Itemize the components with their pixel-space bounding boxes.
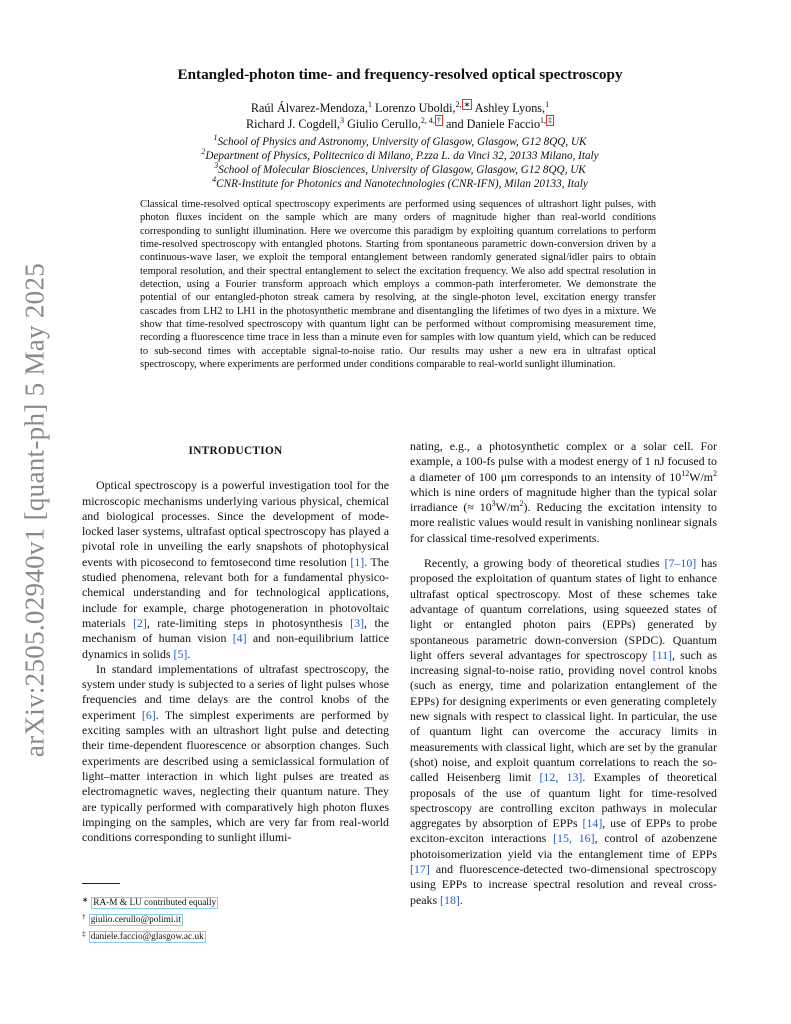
author-affil-sup: 1: [367, 100, 372, 109]
arxiv-identifier-stamp: [12, 262, 58, 758]
citation-link[interactable]: [2]: [133, 615, 147, 630]
email-link-faccio[interactable]: daniele.faccio@glasgow.ac.uk: [90, 932, 204, 942]
author-name: Richard J. Cogdell,: [245, 117, 341, 131]
footnote: ‡ daniele.faccio@glasgow.ac.uk: [82, 929, 204, 942]
author-name: Lorenzo Uboldi,: [375, 101, 456, 115]
author-affil-sup: 1, ‡: [540, 116, 553, 125]
citation-link[interactable]: [18]: [440, 892, 460, 907]
email-link-cerullo[interactable]: giulio.cerullo@polimi.it: [90, 915, 181, 925]
footnote-link-equal-contribution[interactable]: ∗: [463, 100, 471, 109]
author-name: and Daniele Faccio: [445, 117, 541, 131]
footnote-link-cerullo-email[interactable]: †: [436, 116, 441, 125]
affiliations: [100, 135, 700, 191]
section-heading: INTRODUCTION: [188, 445, 283, 457]
author-affil-sup: 2, 4, †: [420, 116, 441, 125]
affiliation-line: $^1$School of Physics and Astronomy, University of Glasgow, Glasgow, G12 8QQ, UK: [213, 133, 587, 148]
footnote-link-faccio-email[interactable]: ‡: [548, 116, 553, 125]
author-name: Giulio Cerullo,: [347, 117, 421, 131]
paper-title: Entangled-photon time- and frequency-resolved optical spectroscopy: [177, 66, 623, 83]
superscript: 2: [713, 468, 717, 478]
citation-link[interactable]: [14]: [582, 816, 603, 831]
footnotes: [82, 893, 218, 944]
arxiv-identifier-text: arXiv:2505.02940v1 [quant-ph] 5 May 2025: [19, 262, 50, 758]
abstract: Classical time-resolved optical spectroscopy experiments are performed using sequences of ultrashort light pulses, with photon fluxes incident on the sample which are many orders of magnitude higher than real-world conditions corresponding to sunlight illumination. Here we overcome this paradigm by exploiting quantum correlations to perform time-resolved spectroscopy with entangled photons. Starting from spontaneous parametric down-conversion driven by a continuous-wave laser, we exploit the temporal entanglement between randomly generated signal/idler pairs to obtain temporal resolution, and their spectral entanglement to select the excitation frequency. We also add spectral resolution in detection, using a Fourier transform approach which employs a common-path interferometer. We demonstrate the potential of our entangled-photon streak camera by resolving, at the single-photon level, excitation energy transfer cascades from LH2 to LH1 in the photosynthetic membrane and disentangling the lifetimes of two dyes in a mixture. We show that time-resolved spectroscopy with quantum light can be performed without compromising measurement time, recording a fluorescence time trace in less than a minute even for samples with low quantum yield, which can be reduced to sub-second times with acceptable signal-to-noise ratio. Our results may usher a new era in ultrafast optical spectroscopy, where experiments are performed under conditions comparable to real-world sunlight illumination.: [140, 199, 656, 371]
footnote: † giulio.cerullo@polimi.it: [82, 912, 181, 925]
affiliation-line: $^2$Department of Physics, Politecnico di Milano, P.zza L. da Vinci 32, 20133 Milano, Italy: [201, 147, 599, 162]
citation-link[interactable]: [5]: [173, 646, 188, 661]
citation-link[interactable]: [11]: [652, 647, 673, 662]
author-name: Raúl Álvarez-Mendoza,: [250, 101, 368, 115]
superscript: 2: [519, 499, 524, 509]
author-affil-sup: 2, ∗: [455, 100, 471, 109]
citation-link[interactable]: [17]: [410, 862, 430, 877]
author-line-1: [100, 99, 700, 116]
author-affil-sup: 1: [545, 100, 550, 109]
footnote: ∗ RA-M & LU contributed equally: [82, 895, 217, 908]
body-paragraph: Optical spectroscopy is a powerful investigation tool for the microscopic mechanisms underlying various physical, chemical and biological processes. Since the development of mode-locked laser systems, ultrafast optical spectroscopy has played a pivotal role in unveiling the early snapshots of photophysical events with picosecond to femtosecond time resolution [1]. The studied phenomena, relevant both for a fundamental physico-chemical understanding and for technological applications, include for example, charge photogeneration in photovoltaic materials [2], rate-limiting steps in photosynthesis [3], the mechanism of human vision [4] and non-equilibrium lattice dynamics in solids [5].: [82, 478, 389, 661]
affiliation-line: $^4$CNR-Institute for Photonics and Nanotechnologies (CNR-IFN), Milan 20133, Italy: [212, 175, 588, 190]
left-column: [82, 444, 389, 845]
body-paragraph: Recently, a growing body of theoretical studies [7–10] has proposed the exploitation of quantum states of light to enhance ultrafast optical spectroscopy. Most of these schemes take advantage of quantum correlations, using squeezed states of light or entangled photon pairs (EPPs) generated by spontaneous parametric down-conversion (SPDC). Quantum light offers several advantages for spectroscopy [11], such as increasing signal-to-noise ratio, providing novel control knobs (such as energy, time and polarization entanglement of the EPPs) for designing experiments or even generating completely new signals with respect to classical light. In particular, the use of quantum light can overcome the accuracy limits in measurements with classical light, which are set by the granular (shot) noise, and exploit quantum correlations to reach the so-called Heisenberg limit [12, 13]. Examples of theoretical proposals of the use of quantum light for time-resolved spectroscopy are controlling exciton pathways in molecular aggregates by absorption of EPPs [14], use of EPPs to probe exciton-exciton interactions [15, 16], control of azobenzene photoisomerization yield via the entanglement time of EPPs [17] and fluorescence-detected two-dimensional spectroscopy using EPPs to increase spectral resolution and reveal cross-peaks [18].: [410, 556, 718, 907]
superscript: 3: [491, 499, 496, 509]
author-name: Ashley Lyons,: [474, 101, 546, 115]
citation-link[interactable]: [12, 13]: [539, 770, 583, 785]
author-affil-sup: 3: [340, 116, 345, 125]
affiliation-line: $^3$School of Molecular Biosciences, University of Glasgow, Glasgow, G12 8QQ, UK: [214, 161, 586, 176]
footnote-divider: [82, 883, 120, 884]
right-column: [410, 439, 717, 908]
citation-link[interactable]: [3]: [350, 615, 365, 630]
citation-link[interactable]: [1]: [350, 554, 365, 569]
footnote-text-link[interactable]: RA-M & LU contributed equally: [93, 898, 217, 908]
superscript: 12: [681, 468, 690, 478]
citation-link[interactable]: [7–10]: [664, 556, 697, 571]
citation-link[interactable]: [4]: [232, 631, 247, 646]
body-paragraph: nating, e.g., a photosynthetic complex or a solar cell. For example, a 100-fs pulse with a modest energy of 1 nJ focused to a diameter of 100 μm corresponds to an intensity of $10^{12}W/m^2$ which is nine orders of magnitude higher than the typical solar irradiance (≈ $10^3W/m^2$). Reducing the excitation intensity to more realistic values would result in vanishing nonlinear signals for classical time-resolved experiments.: [410, 439, 717, 545]
author-line-2: [100, 115, 700, 132]
citation-link[interactable]: [6]: [141, 707, 156, 722]
citation-link[interactable]: [15, 16]: [553, 831, 595, 846]
body-paragraph: In standard implementations of ultrafast spectroscopy, the system under study is subjected to a series of light pulses whose frequencies and time delays are the control knobs of the experiment [6]. The simplest experiments are performed by exciting samples with an ultrashort light pulse and detecting their time-dependent fluorescence or absorption changes. Such experiments are described using a semiclassical formulation of light–matter interaction in which light pulses are treated as electromagnetic waves, neglecting their quantum nature. They are typically performed with comparatively high photon fluxes impinging on the samples, which are very far from real-world conditions corresponding to sunlight illumi-: [82, 661, 389, 845]
